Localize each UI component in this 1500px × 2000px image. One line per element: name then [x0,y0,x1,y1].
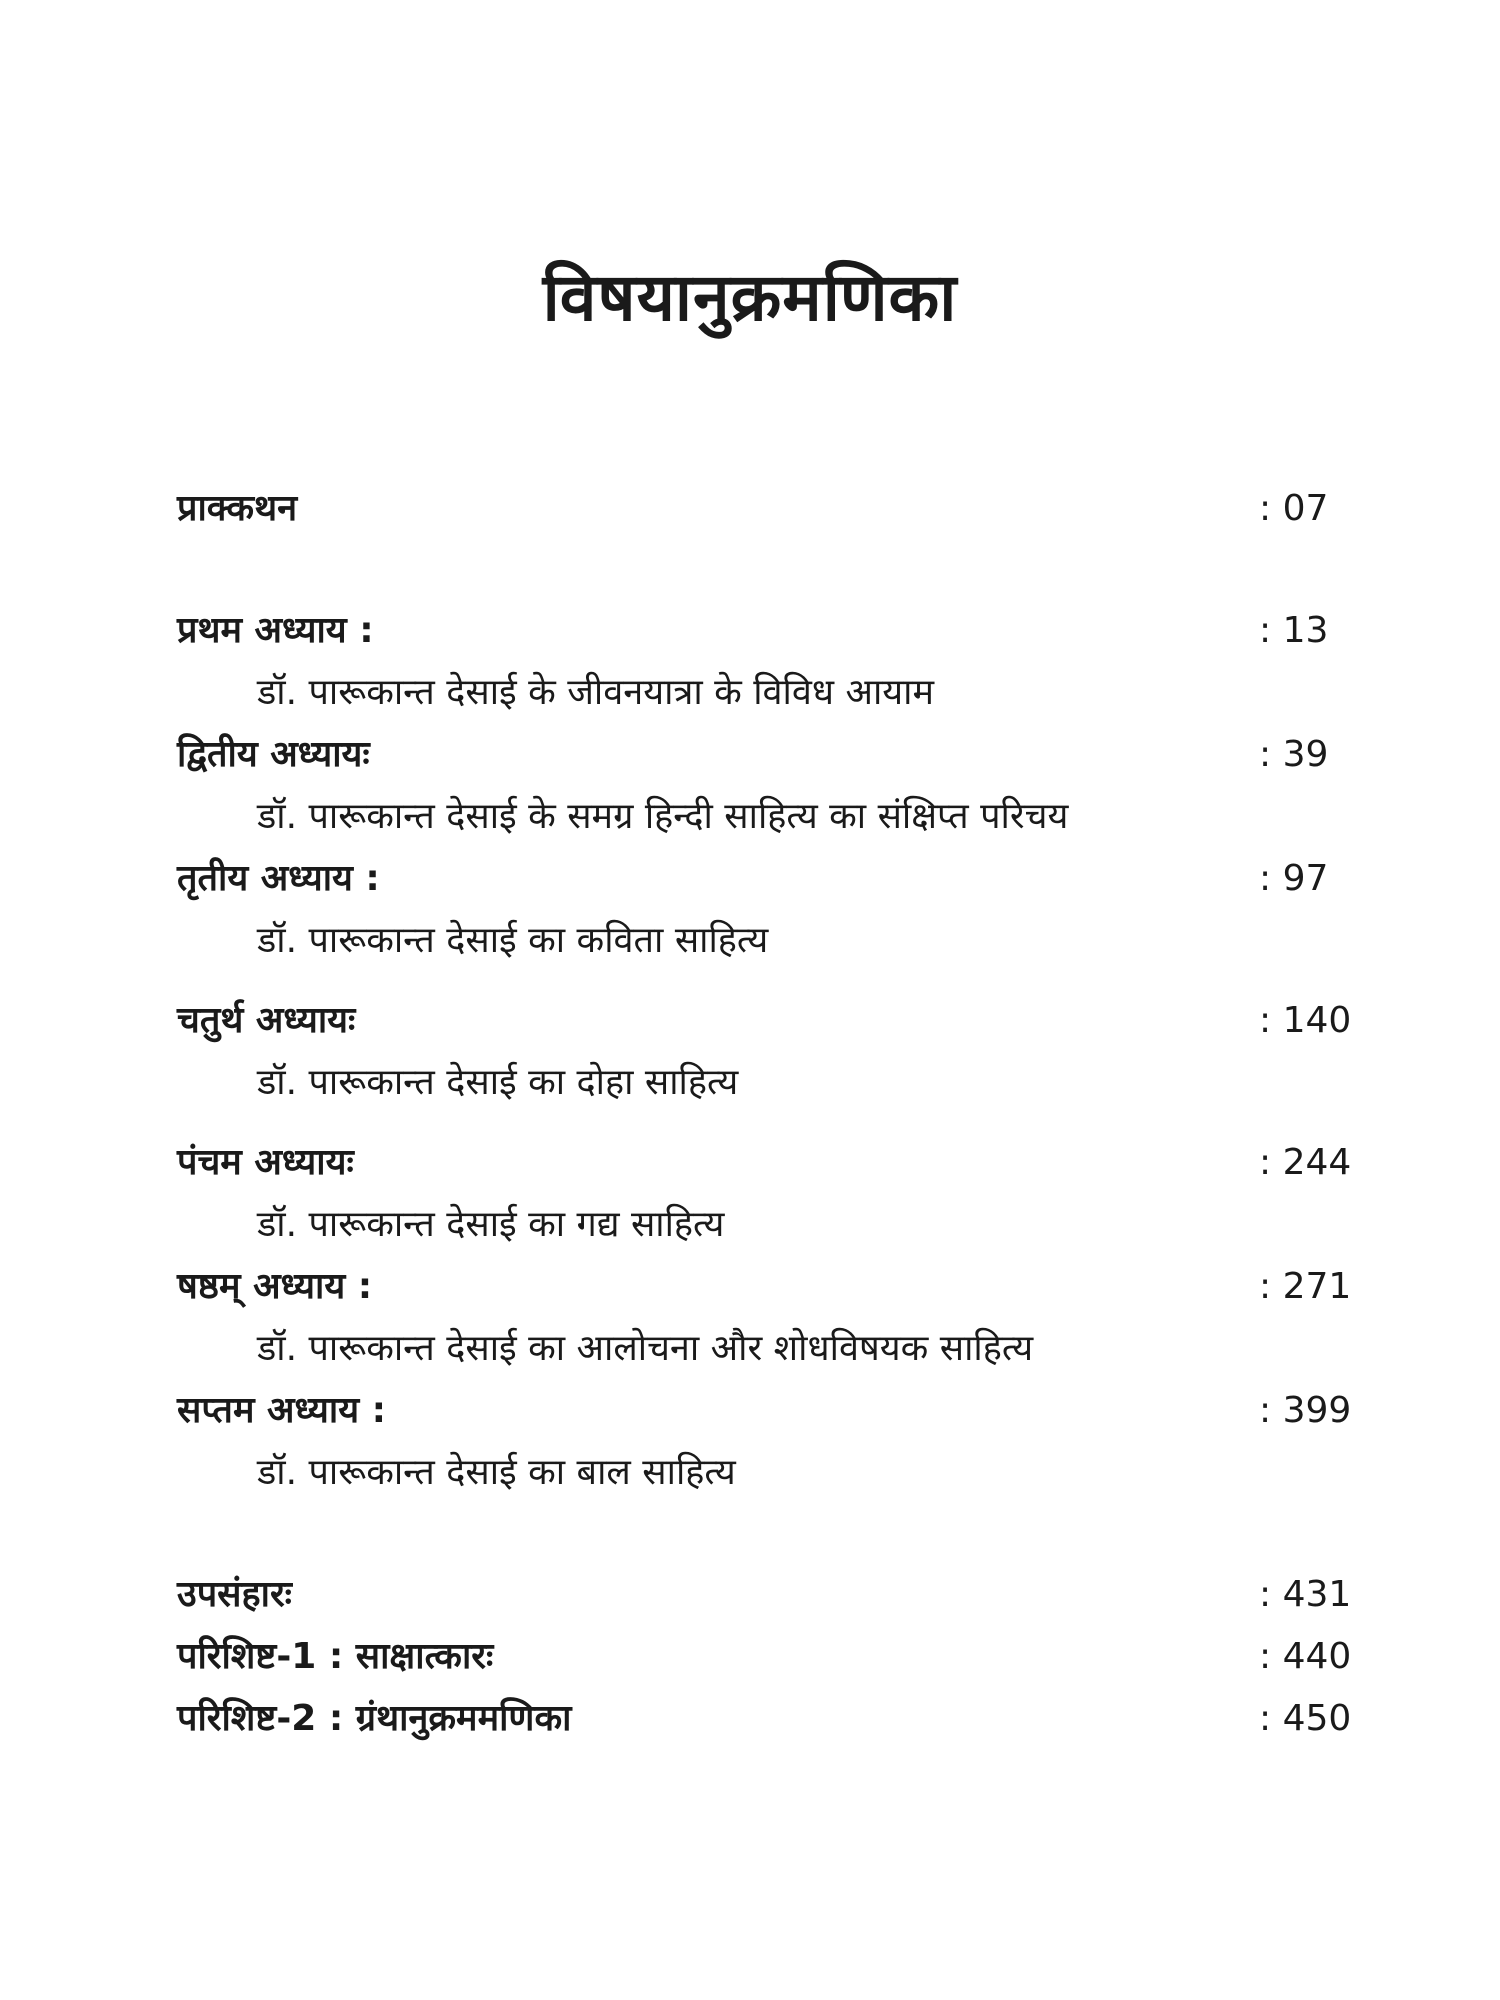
toc-heading: द्वितीय अध्यायः [177,734,370,775]
toc-heading: पंचम अध्यायः [177,1142,354,1183]
toc-heading: प्रथम अध्याय : [177,610,374,651]
toc-page-number: : 140 [1259,1000,1352,1041]
toc-subtitle: डॉ. पारूकान्त देसाई के जीवनयात्रा के विविध आयाम [257,672,934,713]
toc-heading: उपसंहारः [177,1574,292,1615]
toc-entry-chapter-4 [177,990,1377,1052]
toc-entry-chapter-5 [177,1132,1377,1194]
toc-heading: तृतीय अध्याय : [177,858,380,899]
toc-page-number: : 244 [1259,1142,1352,1183]
toc-entry-appendix-2 [177,1688,1377,1750]
toc-page-number: : 271 [1259,1266,1352,1307]
toc-heading: परिशिष्ट-2 : ग्रंथानुक्रममणिका [177,1698,572,1739]
toc-heading: षष्ठम् अध्याय : [177,1266,373,1307]
page-title: विषयानुक्रमणिका [542,259,958,336]
toc-subtitle: डॉ. पारूकान्त देसाई का कविता साहित्य [257,920,769,961]
toc-heading: प्राक्कथन [177,488,298,529]
toc-entry-chapter-6 [177,1256,1377,1318]
toc-page-number: : 13 [1259,610,1329,651]
toc-entry-chapter-1 [177,600,1377,662]
toc-entry-chapter-7 [177,1380,1377,1442]
toc-entry-chapter-3 [177,848,1377,910]
toc-subtitle: डॉ. पारूकान्त देसाई का गद्य साहित्य [257,1204,725,1245]
toc-entry-appendix-1 [177,1626,1377,1688]
table-of-contents [177,478,1377,1750]
toc-page-number: : 440 [1259,1636,1352,1677]
toc-page-number: : 97 [1259,858,1329,899]
toc-entry-conclusion [177,1564,1377,1626]
toc-subtitle: डॉ. पारूकान्त देसाई का दोहा साहित्य [257,1062,739,1103]
toc-page-number: : 431 [1259,1574,1352,1615]
toc-subtitle: डॉ. पारूकान्त देसाई का बाल साहित्य [257,1452,736,1493]
toc-heading: सप्तम अध्याय : [177,1390,387,1431]
toc-subtitle: डॉ. पारूकान्त देसाई के समग्र हिन्दी साहित्य का संक्षिप्त परिचय [257,796,1069,837]
toc-heading: चतुर्थ अध्यायः [177,1000,356,1041]
toc-subtitle: डॉ. पारूकान्त देसाई का आलोचना और शोधविषयक साहित्य [257,1328,1034,1369]
toc-entry-preface [177,478,1377,540]
toc-page-number: : 399 [1259,1390,1352,1431]
toc-page-number: : 39 [1259,734,1329,775]
toc-page-number: : 450 [1259,1698,1352,1739]
toc-entry-chapter-2 [177,724,1377,786]
toc-heading: परिशिष्ट-1 : साक्षात्कारः [177,1636,494,1677]
toc-page-number: : 07 [1259,488,1329,529]
